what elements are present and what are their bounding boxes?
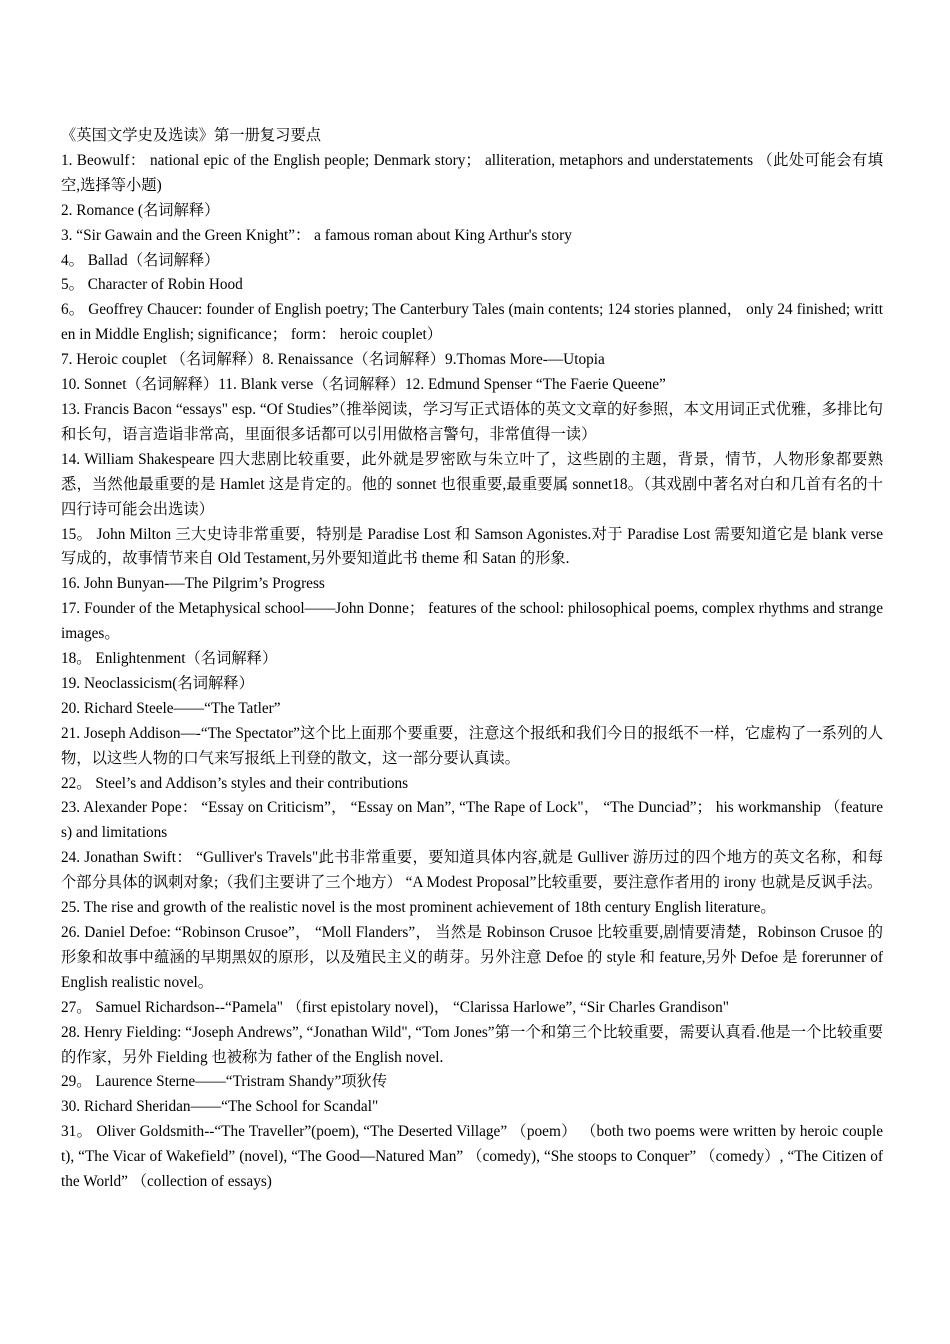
list-item: 16. John Bunyan-—The Pilgrim’s Progress [61,575,325,593]
list-item: 15。 John Milton 三大史诗非常重要，特别是 Paradise Lost 和 Samson Agonistes.对于 Paradise Lost 需要知道它是 blank verse 写成的，故事情节来自 Old Testament,另外要知道此书 theme 和 Satan 的形象. [61,525,883,568]
list-item: 18。 Enlightenment（名词解释） [61,650,278,668]
list-item: 1. Beowulf： national epic of the English people; Denmark story； alliteration, metaphors and understatements （此处可能会有填空,选择等小题) [61,151,883,194]
list-item: 17. Founder of the Metaphysical school——John Donne； features of the school: philosophical poems, complex rhythms and strange images。 [61,600,883,643]
list-item: 20. Richard Steele——“The Tatler” [61,699,281,717]
list-item: 21. Joseph Addison—-“The Spectator”这个比上面那个要重要，注意这个报纸和我们今日的报纸不一样，它虚构了一系列的人物，以这些人物的口气来写报纸上刊登的散文，这一部分要认真读。 [61,724,883,767]
list-item: 29。 Laurence Sterne——“Tristram Shandy”项狄传 [61,1073,388,1091]
document-body [61,124,883,1195]
list-item: 5。 Character of Robin Hood [61,276,243,294]
list-item: 10. Sonnet（名词解释）11. Blank verse（名词解释）12. Edmund Spenser “The Faerie Queene” [61,376,666,394]
list-item: 13. Francis Bacon “essays" esp. “Of Studies”（推举阅读，学习写正式语体的英文文章的好参照，本文用词正式优雅，多排比句和长句，语言造诣非常高，里面很多话都可以引用做格言警句，非常值得一读） [61,400,883,443]
list-item: 26. Daniel Defoe: “Robinson Crusoe”， “Moll Flanders”， 当然是 Robinson Crusoe 比较重要,剧情要清楚，Robinson Crusoe 的形象和故事中蕴涵的早期黑奴的原形，以及殖民主义的萌芽。另外注意 Defoe 的 style 和 feature,另外 Defoe 是 forerunner of English realistic novel。 [61,924,883,991]
list-item: 31。 Oliver Goldsmith--“The Traveller”(poem), “The Deserted Village” （poem） （both two poems were written by heroic couplet), “The Vicar of Wakefield” (novel), “The Good—Natured Man” （comedy), “She stoops to Conquer” （comedy）, “The Citizen of the World” （collection of essays) [61,1123,883,1191]
list-item: 22。 Steel’s and Addison’s styles and their contributions [61,774,409,792]
list-item: 14. William Shakespeare 四大悲剧比较重要，此外就是罗密欧与朱立叶了，这些剧的主题，背景，情节，人物形象都要熟悉，当然他最重要的是 Hamlet 这是肯定的。他的 sonnet 也很重要,最重要属 sonnet18。（其戏剧中著名对白和几首有名的十四行诗可能会出选读） [61,450,883,518]
document-title: 《英国文学史及选读》第一册复习要点 [61,127,322,144]
list-item: 24. Jonathan Swift： “Gulliver's Travels"此书非常重要，要知道具体内容,就是 Gulliver 游历过的四个地方的英文名称，和每个部分具体的讽刺对象;（我们主要讲了三个地方） “A Modest Proposal”比较重要，要注意作者用的 irony 也就是反讽手法。 [61,849,883,892]
list-item: 3. “Sir Gawain and the Green Knight”： a famous roman about King Arthur's story [61,226,572,244]
list-item: 25. The rise and growth of the realistic novel is the most prominent achievement of 18th century English literature。 [61,899,776,917]
list-item: 2. Romance (名词解释） [61,201,220,219]
list-item: 30. Richard Sheridan——“The School for Scandal" [61,1098,379,1116]
list-item: 27。 Samuel Richardson--“Pamela" （first epistolary novel)， “Clarissa Harlowe”, “Sir Charles Grandison" [61,998,729,1016]
list-item: 6。 Geoffrey Chaucer: founder of English poetry; The Canterbury Tales (main contents; 124 stories planned， only 24 finished; written in Middle English; significance； form： heroic couplet） [61,301,883,344]
list-item: 28. Henry Fielding: “Joseph Andrews”, “Jonathan Wild", “Tom Jones”第一个和第三个比较重要，需要认真看.他是一个比较重要的作家，另外 Fielding 也被称为 father of the English novel. [61,1023,883,1066]
list-item: 23. Alexander Pope： “Essay on Criticism”， “Essay on Man”, “The Rape of Lock"， “The Dunciad”； his workmanship （features) and limitations [61,799,883,842]
list-item: 4。 Ballad（名词解释） [61,251,220,269]
list-item: 7. Heroic couplet （名词解释）8. Renaissance（名词解释）9.Thomas More-—Utopia [61,351,605,369]
list-item: 19. Neoclassicism(名词解释） [61,674,254,692]
